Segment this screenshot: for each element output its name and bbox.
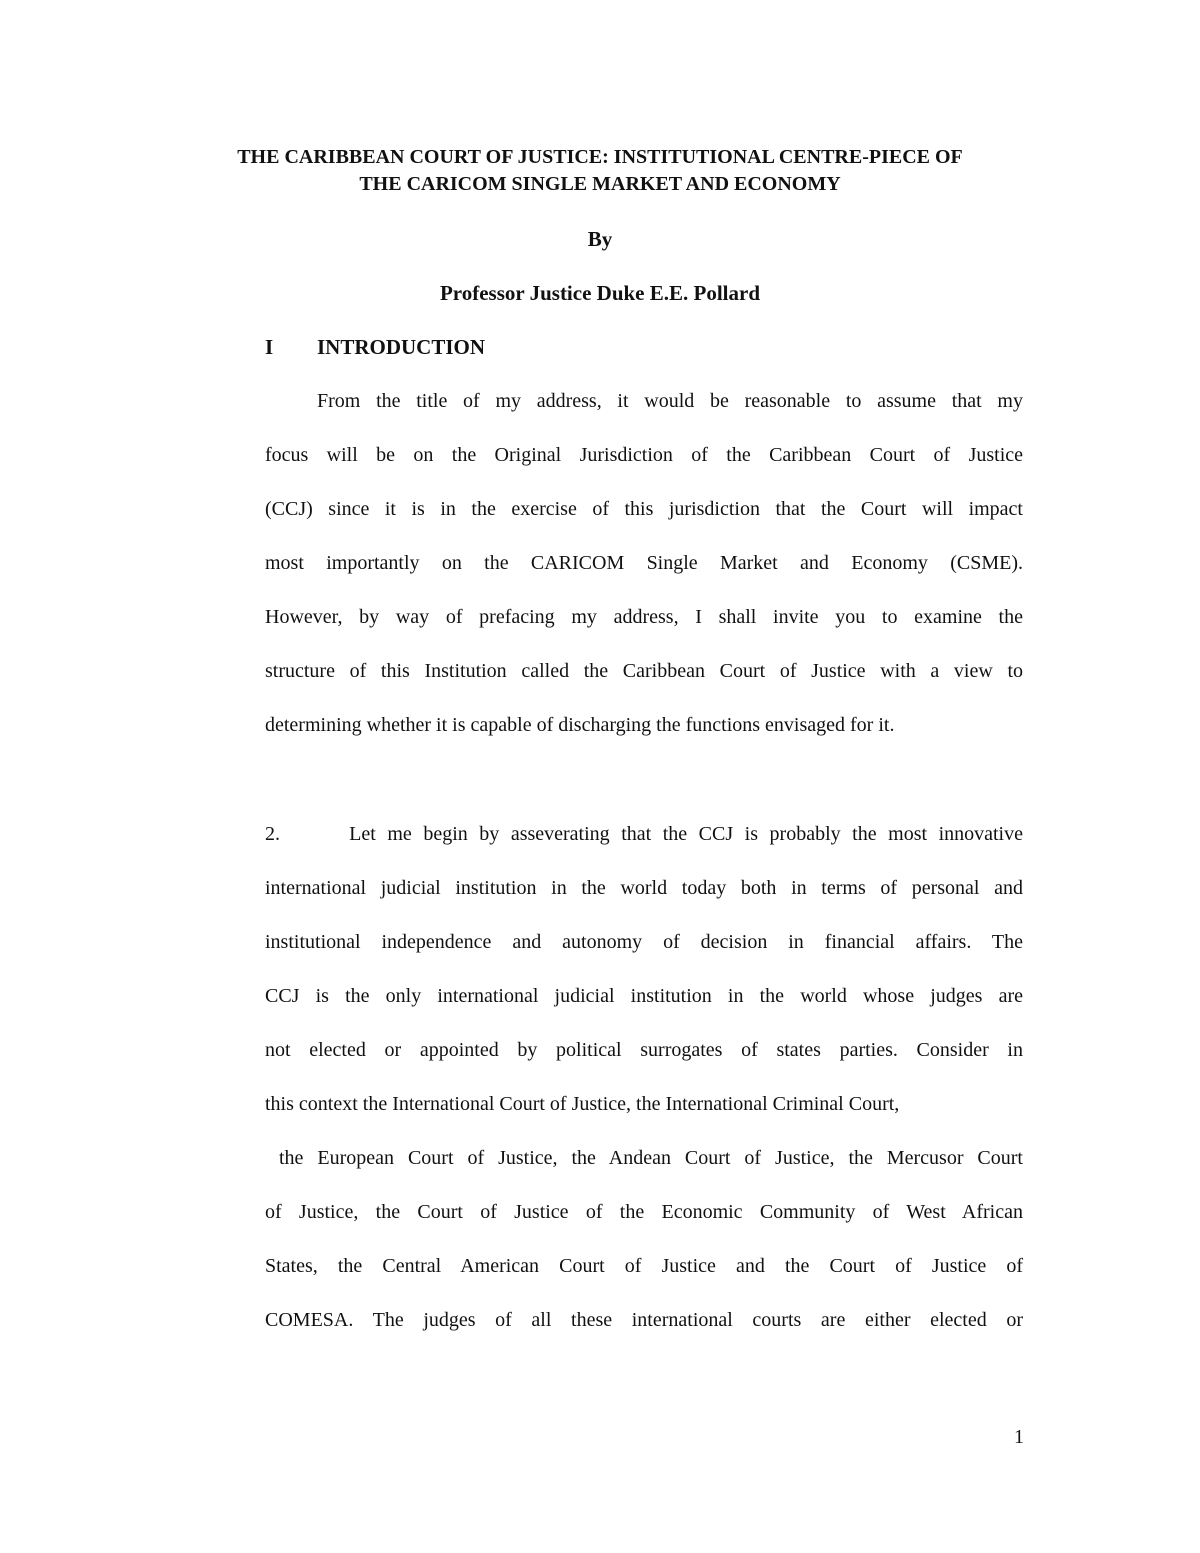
document-title-line-2: THE CARICOM SINGLE MARKET AND ECONOMY [359, 173, 841, 195]
paragraph-2-line: this context the International Court of Justice, the International Criminal Court, [265, 1093, 900, 1115]
paragraph-2-line: international judicial institution in the world today both in terms of personal and [265, 877, 1023, 899]
paragraph-1-line: most importantly on the CARICOM Single Market and Economy (CSME). [265, 552, 1023, 574]
section-heading [265, 333, 485, 361]
byline-label: By [587, 227, 613, 251]
section-number: I [265, 335, 274, 359]
paragraph-1-line: From the title of my address, it would be reasonable to assume that my [317, 390, 1023, 412]
section-title: INTRODUCTION [317, 335, 486, 359]
paragraph-1-line: (CCJ) since it is in the exercise of this jurisdiction that the Court will impact [265, 498, 1023, 520]
paragraph-2-line: not elected or appointed by political surrogates of states parties. Consider in [265, 1039, 1023, 1061]
document-title-line-1: THE CARIBBEAN COURT OF JUSTICE: INSTITUTIONAL CENTRE-PIECE OF [237, 146, 963, 168]
paragraph-2-line: 2. Let me begin by asseverating that the CCJ is probably the most innovative [265, 823, 1023, 845]
paragraph-1-line: determining whether it is capable of discharging the functions envisaged for it. [265, 714, 895, 736]
paragraph-2-line: CCJ is the only international judicial institution in the world whose judges are [265, 985, 1023, 1007]
paragraph-1-line: focus will be on the Original Jurisdiction of the Caribbean Court of Justice [265, 444, 1023, 466]
paragraph-2-line: COMESA. The judges of all these international courts are either elected or [265, 1309, 1023, 1331]
paragraph-2-line: of Justice, the Court of Justice of the Economic Community of West African [265, 1201, 1023, 1223]
paragraph-1-line: structure of this Institution called the Caribbean Court of Justice with a view to [265, 660, 1023, 682]
paragraph-2-line: States, the Central American Court of Justice and the Court of Justice of [265, 1255, 1023, 1277]
page-number: 1 [1014, 1426, 1024, 1448]
paragraph-2-line: the European Court of Justice, the Andean Court of Justice, the Mercusor Court [265, 1147, 1023, 1169]
paragraph-1-line: However, by way of prefacing my address, I shall invite you to examine the [265, 606, 1023, 628]
author-name: Professor Justice Duke E.E. Pollard [439, 281, 761, 305]
paragraph-2-line: institutional independence and autonomy of decision in financial affairs. The [265, 931, 1023, 953]
